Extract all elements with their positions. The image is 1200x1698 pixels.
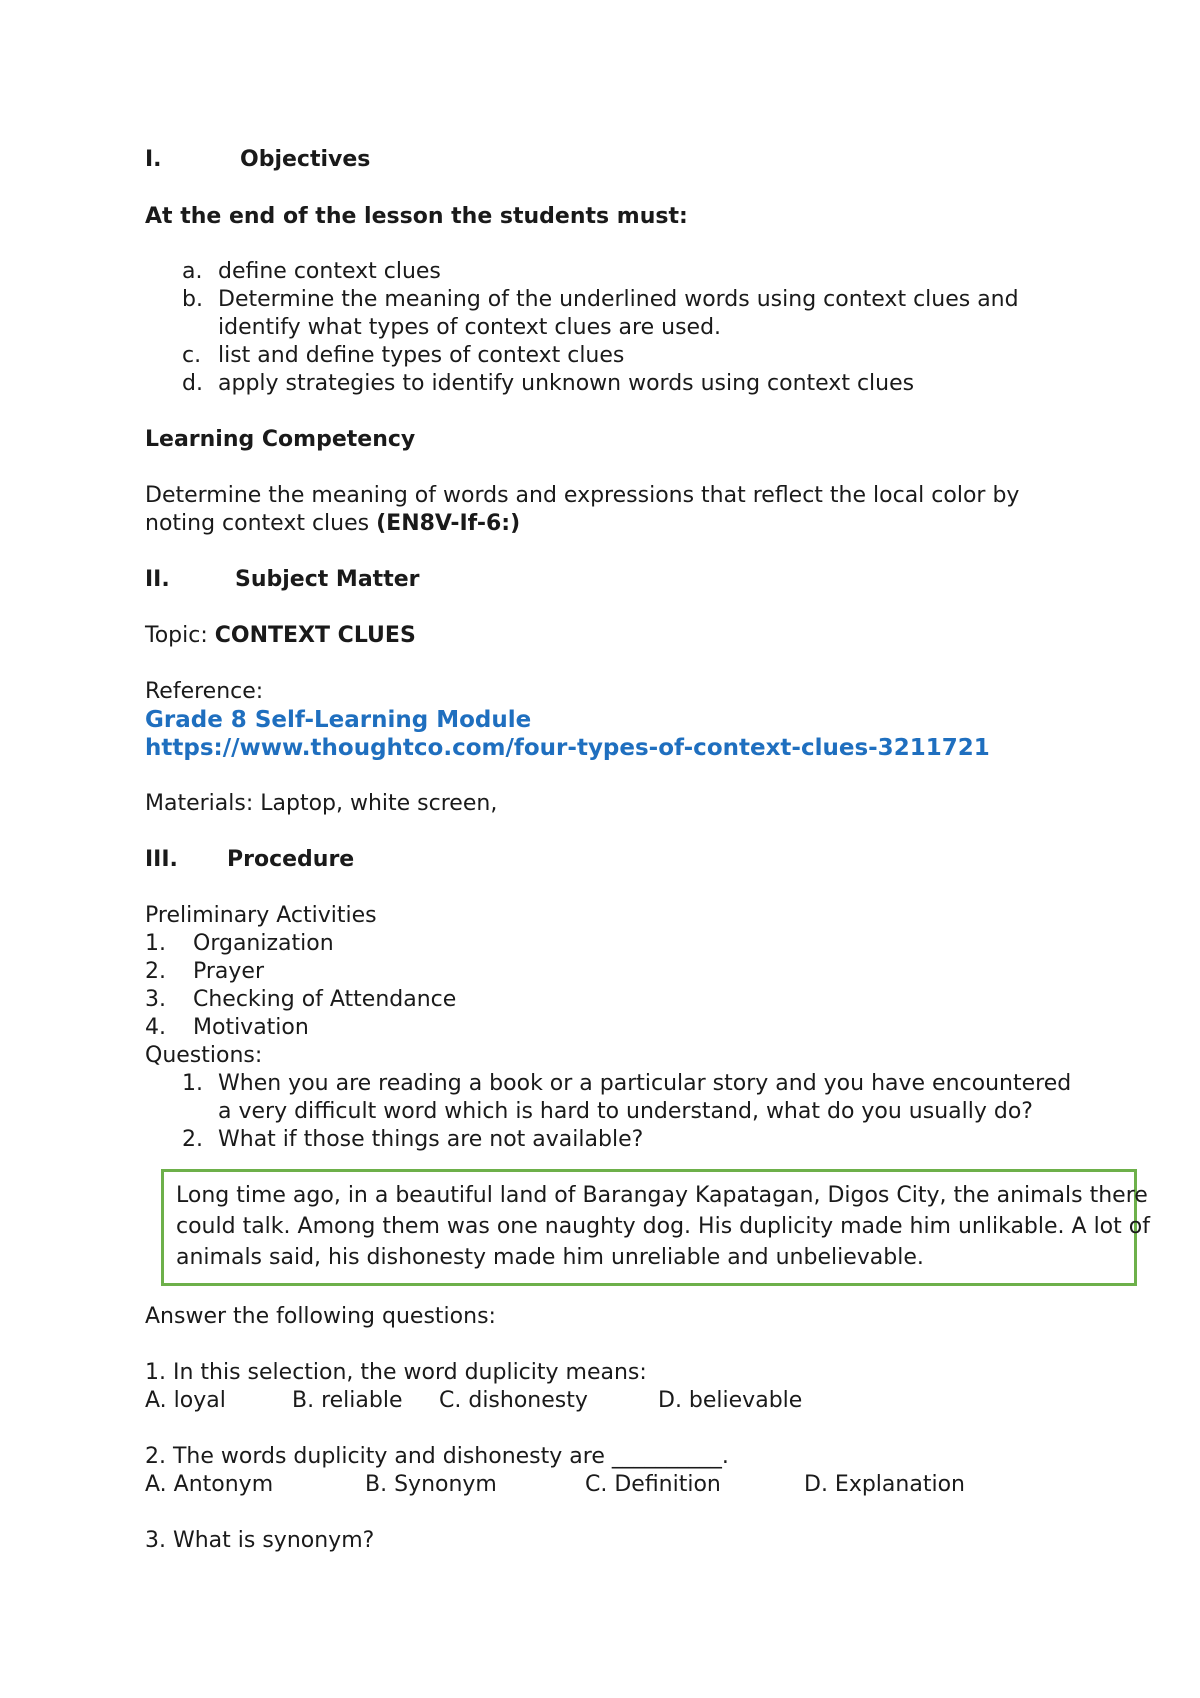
activity-item: Organization	[193, 931, 334, 956]
topic-value: CONTEXT CLUES	[214, 623, 416, 648]
choice: B. reliable	[292, 1388, 403, 1413]
choice: D. Explanation	[804, 1472, 965, 1497]
competency-heading: Learning Competency	[145, 427, 416, 452]
quiz-instruction: Answer the following questions:	[145, 1304, 496, 1329]
question-item-continued: a very difficult word which is hard to understand, what do you usually do?	[218, 1099, 1033, 1124]
list-marker: d.	[182, 371, 203, 396]
quiz-question-3: 3. What is synonym?	[145, 1528, 375, 1553]
list-marker: 1.	[182, 1071, 203, 1096]
section-numeral: II.	[145, 567, 170, 592]
competency-text-line2	[145, 510, 520, 538]
choice: C. Definition	[585, 1472, 721, 1497]
list-marker: 1.	[145, 931, 166, 956]
objective-item: Determine the meaning of the underlined words using context clues and	[218, 287, 1019, 312]
list-marker: 4.	[145, 1015, 166, 1040]
competency-code: (EN8V-If-6:)	[376, 511, 521, 536]
list-marker: 2.	[182, 1127, 203, 1152]
questions-label: Questions:	[145, 1043, 263, 1068]
list-marker: c.	[182, 343, 202, 368]
section-heading-subject-matter: Subject Matter	[235, 567, 420, 592]
activity-item: Motivation	[193, 1015, 309, 1040]
question-item: What if those things are not available?	[218, 1127, 644, 1152]
topic-label: Topic:	[145, 623, 215, 648]
prelim-label: Preliminary Activities	[145, 903, 377, 928]
story-line: animals said, his dishonesty made him unreliable and unbelievable.	[176, 1245, 924, 1270]
choice: C. dishonesty	[439, 1388, 588, 1413]
objective-item: define context clues	[218, 259, 441, 284]
list-marker: 3.	[145, 987, 166, 1012]
list-marker: 2.	[145, 959, 166, 984]
story-line: could talk. Among them was one naughty dog. His duplicity made him unlikable. A lot of	[176, 1214, 1150, 1239]
activity-item: Checking of Attendance	[193, 987, 457, 1012]
reference-link-url[interactable]: https://www.thoughtco.com/four-types-of-context-clues-3211721	[145, 735, 990, 761]
choice: D. believable	[658, 1388, 803, 1413]
materials-line: Materials: Laptop, white screen,	[145, 791, 498, 816]
objective-item: list and define types of context clues	[218, 343, 625, 368]
list-marker: b.	[182, 287, 203, 312]
objective-item-continued: identify what types of context clues are used.	[218, 315, 722, 340]
section-heading-objectives: Objectives	[240, 147, 371, 172]
competency-text: Determine the meaning of words and expressions that reflect the local color by	[145, 483, 1020, 508]
objective-item: apply strategies to identify unknown words using context clues	[218, 371, 915, 396]
choice: A. Antonym	[145, 1472, 274, 1497]
choice: A. loyal	[145, 1388, 226, 1413]
objectives-intro: At the end of the lesson the students must:	[145, 204, 688, 229]
quiz-question-2: 2. The words duplicity and dishonesty are __________.	[145, 1444, 729, 1469]
reference-label: Reference:	[145, 679, 264, 704]
question-item: When you are reading a book or a particular story and you have encountered	[218, 1071, 1072, 1096]
section-heading-procedure: Procedure	[227, 847, 355, 872]
quiz-question-1: 1. In this selection, the word duplicity means:	[145, 1360, 647, 1385]
activity-item: Prayer	[193, 959, 265, 984]
story-box	[161, 1169, 1150, 1286]
choice: B. Synonym	[365, 1472, 497, 1497]
section-numeral: I.	[145, 147, 162, 172]
competency-text-prefix: noting context clues	[145, 511, 377, 536]
list-marker: a.	[182, 259, 203, 284]
story-line: Long time ago, in a beautiful land of Barangay Kapatagan, Digos City, the animals there	[176, 1183, 1148, 1208]
section-numeral: III.	[145, 847, 178, 872]
reference-link-module[interactable]: Grade 8 Self-Learning Module	[145, 707, 532, 733]
topic-line	[145, 622, 416, 650]
